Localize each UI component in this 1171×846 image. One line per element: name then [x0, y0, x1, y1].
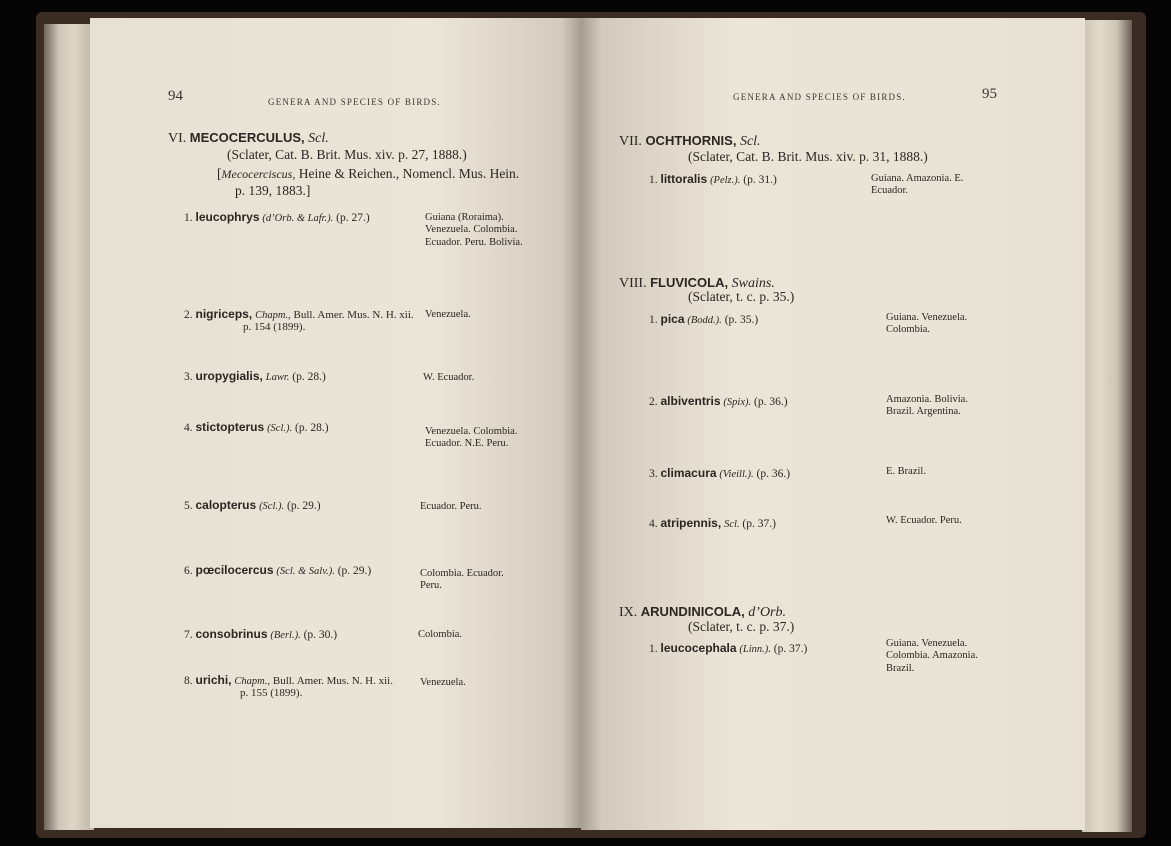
- species-entry: [184, 421, 329, 435]
- species-name: leucocephala: [660, 641, 737, 655]
- species-number: 6.: [184, 565, 193, 577]
- species-ref: (p. 29.): [337, 565, 372, 577]
- species-ref: Bull. Amer. Mus. N. H. xii.: [293, 309, 414, 321]
- species-number: 3.: [649, 468, 658, 480]
- species-name: pica: [660, 312, 685, 326]
- species-entry: [184, 628, 337, 642]
- species-distribution: Guiana. Amazonia. E. Ecuador.: [871, 173, 964, 197]
- species-name: stictopterus: [195, 420, 265, 434]
- genus-name: MECOCERCULUS,: [189, 130, 305, 145]
- species-distribution: Venezuela. Colombia. Ecuador. N.E. Peru.: [425, 426, 518, 450]
- species-number: 7.: [184, 629, 193, 641]
- species-entry: [649, 642, 807, 656]
- species-ref: (p. 36.): [753, 396, 788, 408]
- genus-author: Scl.: [308, 131, 329, 146]
- species-ref: (p. 29.): [287, 500, 321, 512]
- running-head: GENERA AND SPECIES OF BIRDS.: [268, 97, 441, 107]
- synonym-name: Mecocerciscus,: [221, 167, 296, 181]
- species-distribution: Venezuela.: [425, 309, 471, 320]
- species-entry: [184, 564, 371, 578]
- species-name: climacura: [660, 466, 717, 480]
- species-name: uropygialis,: [195, 369, 263, 383]
- species-number: 1.: [649, 643, 658, 655]
- species-author: (Spix).: [723, 397, 752, 408]
- species-name: pœcilocercus: [195, 563, 274, 577]
- species-ref: (p. 35.): [724, 314, 759, 326]
- species-ref: (p. 28.): [295, 422, 329, 434]
- species-number: 1.: [184, 212, 193, 224]
- species-ref-cont: p. 154 (1899).: [243, 321, 306, 333]
- species-entry: [649, 173, 777, 187]
- genus-citation: (Sclater, Cat. B. Brit. Mus. xiv. p. 27, 1888.): [227, 147, 467, 162]
- genus-numeral: IX.: [619, 605, 638, 620]
- species-number: 4.: [649, 518, 658, 530]
- species-author: (Bodd.).: [687, 315, 722, 326]
- species-ref: (p. 36.): [756, 468, 791, 480]
- synonym-ref: Heine & Reichen., Nomencl. Mus. Hein.: [295, 166, 520, 181]
- species-entry: [649, 313, 758, 327]
- species-entry: [649, 517, 776, 531]
- page-number: 95: [982, 86, 997, 102]
- genus-heading: [619, 133, 761, 150]
- species-distribution: Ecuador. Peru.: [420, 501, 482, 512]
- species-distribution: Guiana. Venezuela. Colombia. Amazonia. Brazil.: [886, 638, 978, 674]
- species-entry: [184, 211, 370, 225]
- species-ref: (p. 27.): [336, 212, 370, 224]
- genus-citation: (Sclater, Cat. B. Brit. Mus. xiv. p. 31, 1888.): [688, 149, 928, 164]
- species-number: 2.: [184, 309, 193, 321]
- species-name: atripennis,: [660, 516, 722, 530]
- species-number: 8.: [184, 675, 193, 687]
- species-ref: (p. 31.): [743, 174, 777, 186]
- species-ref: (p. 28.): [292, 371, 326, 383]
- left-page: [90, 18, 581, 828]
- species-ref: (p. 37.): [742, 518, 776, 530]
- species-name: calopterus: [195, 498, 257, 512]
- species-number: 4.: [184, 422, 193, 434]
- species-entry: [184, 308, 414, 322]
- species-name: urichi,: [195, 673, 232, 687]
- species-entry: [184, 674, 393, 688]
- species-author: (Scl.).: [259, 501, 285, 512]
- right-page: [581, 18, 1085, 830]
- species-distribution: W. Ecuador.: [423, 372, 475, 383]
- genus-author: Scl.: [739, 134, 761, 149]
- page-number: 94: [168, 88, 183, 104]
- page-edges-left: [44, 24, 94, 830]
- genus-numeral: VI.: [168, 131, 187, 146]
- species-distribution: Venezuela.: [420, 677, 466, 688]
- species-number: 1.: [649, 314, 658, 326]
- genus-numeral: VIII.: [619, 276, 647, 291]
- genus-author: d’Orb.: [748, 605, 787, 620]
- species-name: nigriceps,: [195, 307, 253, 321]
- species-author: Chapm.,: [234, 676, 270, 687]
- species-entry: [184, 499, 321, 513]
- species-name: consobrinus: [195, 627, 268, 641]
- species-name: littoralis: [660, 172, 708, 186]
- species-entry: [649, 467, 790, 481]
- species-author: Chapm.,: [255, 310, 291, 321]
- species-distribution: E. Brazil.: [886, 466, 926, 477]
- species-distribution: Colombia.: [418, 629, 463, 640]
- genus-citation: (Sclater, t. c. p. 35.): [688, 289, 795, 304]
- species-author: (Scl.).: [267, 423, 293, 434]
- species-distribution: Guiana. Venezuela. Colombia.: [886, 312, 968, 336]
- species-entry: [649, 395, 788, 409]
- species-author: Lawr.: [265, 372, 290, 383]
- genus-name: OCHTHORNIS,: [645, 133, 737, 148]
- species-author: (Berl.).: [270, 630, 301, 641]
- species-author: (Vieill.).: [719, 469, 754, 480]
- genus-numeral: VII.: [619, 134, 642, 149]
- genus-citation: (Sclater, t. c. p. 37.): [688, 619, 795, 634]
- synonym-citation-cont: p. 139, 1883.]: [235, 183, 311, 198]
- species-ref: (p. 30.): [303, 629, 338, 641]
- genus-author: Swains.: [731, 276, 775, 291]
- species-ref: (p. 37.): [773, 643, 808, 655]
- page-edges-right: [1082, 20, 1132, 832]
- species-author: (Pelz.).: [710, 175, 741, 186]
- species-author: (d’Orb. & Lafr.).: [262, 213, 334, 224]
- synonym-citation: [Mecocerciscus, Heine & Reichen., Nomencl. Mus. Hein.: [217, 166, 520, 181]
- species-distribution: W. Ecuador. Peru.: [886, 515, 962, 526]
- species-author: (Linn.).: [739, 644, 771, 655]
- genus-name: FLUVICOLA,: [650, 275, 729, 290]
- species-distribution: Guiana (Roraima). Venezuela. Colombia. Ecuador. Peru. Bolivia.: [425, 212, 523, 248]
- species-number: 5.: [184, 500, 193, 512]
- species-entry: [184, 370, 326, 384]
- species-ref: Bull. Amer. Mus. N. H. xii.: [272, 675, 393, 687]
- species-author: (Scl. & Salv.).: [276, 566, 335, 577]
- species-number: 3.: [184, 371, 193, 383]
- species-distribution: Amazonia. Bolivia. Brazil. Argentina.: [886, 394, 968, 418]
- species-number: 2.: [649, 396, 658, 408]
- running-head: GENERA AND SPECIES OF BIRDS.: [733, 92, 906, 102]
- genus-heading: [168, 130, 329, 147]
- species-name: albiventris: [660, 394, 721, 408]
- species-author: Scl.: [724, 519, 740, 530]
- species-number: 1.: [649, 174, 658, 186]
- species-ref-cont: p. 155 (1899).: [240, 687, 303, 699]
- species-distribution: Colombia. Ecuador. Peru.: [420, 568, 504, 592]
- species-name: leucophrys: [195, 210, 260, 224]
- genus-name: ARUNDINICOLA,: [640, 604, 745, 619]
